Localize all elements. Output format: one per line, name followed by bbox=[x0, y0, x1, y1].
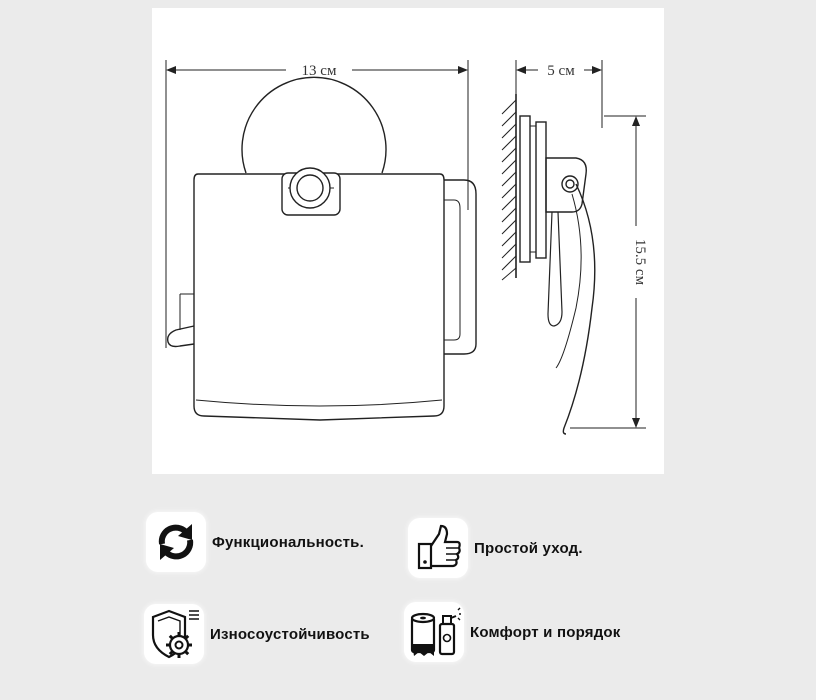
front-view bbox=[166, 60, 476, 420]
feature-easy-care bbox=[408, 518, 583, 578]
width-dimension-label: 13 см bbox=[301, 63, 337, 79]
feature-label-comfort-order: Комфорт и порядок bbox=[470, 623, 621, 641]
refresh-arrows-icon bbox=[146, 512, 206, 572]
height-dimension-label: 15.5 см bbox=[632, 238, 648, 286]
feature-comfort-order bbox=[404, 602, 621, 662]
thumbs-up-icon bbox=[408, 518, 468, 578]
shield-gear-icon bbox=[144, 604, 204, 664]
diagram-panel bbox=[152, 8, 664, 474]
depth-dimension-label: 5 см bbox=[547, 63, 575, 79]
feature-label-easy-care: Простой уход. bbox=[474, 539, 583, 557]
toilet-roll-spray-icon bbox=[404, 602, 464, 662]
feature-label-durability: Износоустойчивость bbox=[210, 625, 370, 643]
side-view bbox=[502, 60, 646, 434]
holder-technical-drawing bbox=[152, 8, 664, 474]
feature-durability bbox=[144, 604, 370, 664]
feature-label-functionality: Функциональность. bbox=[212, 533, 364, 551]
feature-functionality bbox=[146, 512, 364, 572]
